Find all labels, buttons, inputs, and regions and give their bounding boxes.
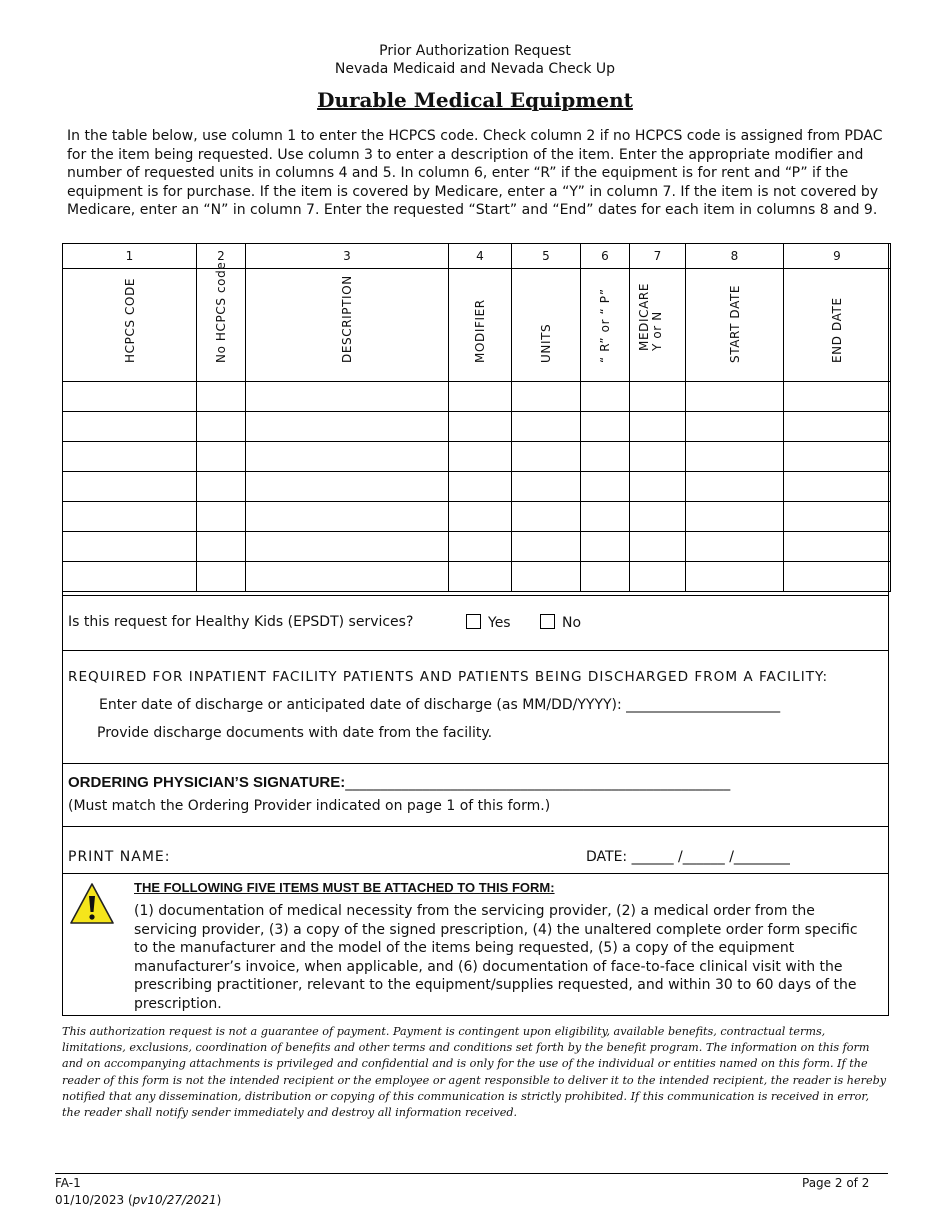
table-cell[interactable] bbox=[630, 502, 686, 532]
table-cell[interactable] bbox=[784, 502, 891, 532]
column-number: 2 bbox=[197, 244, 246, 269]
column-number: 4 bbox=[449, 244, 512, 269]
attachments-section bbox=[63, 874, 888, 1016]
table-cell[interactable] bbox=[197, 502, 246, 532]
table-cell[interactable] bbox=[686, 562, 784, 592]
column-number-row bbox=[63, 244, 891, 269]
table-cell[interactable] bbox=[197, 382, 246, 412]
warning-icon bbox=[69, 882, 115, 926]
discharge-date-field[interactable]: Enter date of discharge or anticipated date of discharge (as MM/DD/YYYY): ______________________ bbox=[99, 697, 781, 713]
table-cell[interactable] bbox=[246, 472, 449, 502]
inpatient-heading: REQUIRED FOR INPATIENT FACILITY PATIENTS AND PATIENTS BEING DISCHARGED FROM A FACILITY: bbox=[68, 669, 829, 685]
table-row bbox=[63, 382, 891, 412]
column-number: 9 bbox=[784, 244, 891, 269]
table-cell[interactable] bbox=[449, 562, 512, 592]
attachments-body: (1) documentation of medical necessity from the servicing provider, (2) a medical order from the servicing provider, (3) a copy of the signed prescription, (4) the unaltered complete order form specific to the manufacturer and the model of the items being requested, (5) a copy of the equipment manufacturer’s invoice, when applicable, and (6) documentation of face-to-face clinical visit with the prescribing practitioner, relevant to the equipment/supplies requested, and within 30 to 60 days of the prescription. bbox=[134, 903, 858, 1012]
disclaimer: This authorization request is not a guarantee of payment. Payment is contingent upon eligibility, available benefits, contractual terms, limitations, exclusions, coordination of benefits and other terms and conditions set forth by the benefit program. The information on this form and on accompanying attachments is privileged and confidential and is only for the use of the individual or entities named on this form. If the reader of this form is not the intended recipient or the employee or agent responsible to deliver it to the intended recipient, the reader is hereby notified that any dissemination, distribution or copying of this communication is strictly prohibited. If this communication is received in error, the reader shall notify sender immediately and destroy all information received. bbox=[62, 1025, 887, 1120]
table-cell[interactable] bbox=[512, 502, 581, 532]
table-cell[interactable] bbox=[784, 412, 891, 442]
instructions: In the table below, use column 1 to enter the HCPCS code. Check column 2 if no HCPCS code is assigned from PDAC for the item being requested. Use column 3 to enter a description of the item. Enter the appropriate modifier and number of requested units in columns 4 and 5. In column 6, enter “R” if the equipment is for rent and “P” if the equipment is for purchase. If the item is covered by Medicare, enter a “Y” in column 7. If the item is not covered by Medicare, enter an “N” in column 7. Enter the requested “Start” and “End” dates for each item in columns 8 and 9. bbox=[67, 128, 883, 219]
header-line-2: Nevada Medicaid and Nevada Check Up bbox=[334, 61, 616, 77]
table-cell[interactable] bbox=[197, 442, 246, 472]
col-header-description: DESCRIPTION bbox=[246, 269, 449, 382]
table-cell[interactable] bbox=[246, 382, 449, 412]
col-header-end-date: END DATE bbox=[784, 269, 891, 382]
yes-option[interactable] bbox=[466, 614, 511, 631]
col-header-hcpcs-code: HCPCS CODE bbox=[63, 269, 197, 382]
table-cell[interactable] bbox=[784, 472, 891, 502]
table-cell[interactable] bbox=[784, 382, 891, 412]
physician-signature-field[interactable] bbox=[68, 774, 730, 791]
medicare-sub-label: Y or N bbox=[649, 311, 664, 351]
divider bbox=[63, 650, 888, 651]
table-cell[interactable] bbox=[581, 472, 630, 502]
table-cell[interactable] bbox=[512, 382, 581, 412]
table-cell[interactable] bbox=[63, 562, 197, 592]
no-label: No bbox=[562, 615, 582, 631]
table-cell[interactable] bbox=[63, 442, 197, 472]
table-row bbox=[63, 502, 891, 532]
table-cell[interactable] bbox=[63, 532, 197, 562]
table-cell[interactable] bbox=[449, 382, 512, 412]
table-cell[interactable] bbox=[512, 562, 581, 592]
footer-divider bbox=[55, 1173, 888, 1174]
attachments-heading: THE FOLLOWING FIVE ITEMS MUST BE ATTACHED TO THIS FORM: bbox=[134, 880, 555, 895]
header-line-1: Prior Authorization Request bbox=[379, 43, 571, 59]
table-cell[interactable] bbox=[246, 442, 449, 472]
table-cell[interactable] bbox=[512, 472, 581, 502]
page-title: Durable Medical Equipment bbox=[317, 88, 633, 112]
healthy-kids-question: Is this request for Healthy Kids (EPSDT) services? bbox=[68, 614, 414, 630]
form-frame bbox=[62, 243, 889, 1016]
table-cell[interactable] bbox=[686, 382, 784, 412]
column-number: 3 bbox=[246, 244, 449, 269]
yes-checkbox[interactable] bbox=[466, 614, 481, 629]
table-cell[interactable] bbox=[686, 502, 784, 532]
table-cell[interactable] bbox=[581, 382, 630, 412]
table-cell[interactable] bbox=[449, 412, 512, 442]
date-field[interactable]: DATE: ______ /______ /________ bbox=[586, 849, 790, 865]
equipment-table bbox=[62, 243, 891, 592]
col-header-start-date: START DATE bbox=[686, 269, 784, 382]
table-cell[interactable] bbox=[784, 442, 891, 472]
table-cell[interactable] bbox=[246, 532, 449, 562]
table-cell[interactable] bbox=[630, 442, 686, 472]
table-cell[interactable] bbox=[686, 412, 784, 442]
table-cell[interactable] bbox=[63, 502, 197, 532]
print-name-field[interactable]: PRINT NAME: bbox=[68, 849, 171, 865]
table-cell[interactable] bbox=[449, 442, 512, 472]
no-checkbox[interactable] bbox=[540, 614, 555, 629]
table-cell[interactable] bbox=[581, 532, 630, 562]
signature-note: (Must match the Ordering Provider indicated on page 1 of this form.) bbox=[68, 798, 551, 814]
page-number: Page 2 of 2 bbox=[802, 1176, 870, 1190]
table-cell[interactable] bbox=[630, 472, 686, 502]
column-number: 6 bbox=[581, 244, 630, 269]
table-cell[interactable] bbox=[63, 412, 197, 442]
divider bbox=[63, 826, 888, 827]
table-cell[interactable] bbox=[630, 532, 686, 562]
table-cell[interactable] bbox=[512, 532, 581, 562]
table-cell[interactable] bbox=[784, 532, 891, 562]
table-cell[interactable] bbox=[63, 472, 197, 502]
column-number: 8 bbox=[686, 244, 784, 269]
column-number: 1 bbox=[63, 244, 197, 269]
form-date: 01/10/2023 (pv10/27/2021) bbox=[55, 1193, 222, 1207]
table-cell[interactable] bbox=[449, 532, 512, 562]
table-cell[interactable] bbox=[784, 562, 891, 592]
table-cell[interactable] bbox=[581, 562, 630, 592]
table-cell[interactable] bbox=[246, 502, 449, 532]
signature-line: _______________________________________________________ bbox=[345, 775, 731, 791]
table-row bbox=[63, 442, 891, 472]
yes-label: Yes bbox=[488, 615, 511, 631]
column-number: 5 bbox=[512, 244, 581, 269]
column-number: 7 bbox=[630, 244, 686, 269]
table-cell[interactable] bbox=[581, 502, 630, 532]
discharge-documents-note: Provide discharge documents with date from the facility. bbox=[97, 725, 493, 741]
table-row bbox=[63, 472, 891, 502]
table-cell[interactable] bbox=[449, 472, 512, 502]
table-cell[interactable] bbox=[686, 532, 784, 562]
table-row bbox=[63, 412, 891, 442]
table-cell[interactable] bbox=[246, 562, 449, 592]
revision-date: pv10/27/2021 bbox=[132, 1193, 217, 1207]
column-header-row bbox=[63, 269, 891, 382]
col-header-modifier: MODIFIER bbox=[449, 269, 512, 382]
table-cell[interactable] bbox=[512, 442, 581, 472]
col-header-no-hcpcs: No HCPCS code bbox=[197, 269, 246, 382]
table-cell[interactable] bbox=[581, 412, 630, 442]
table-cell[interactable] bbox=[63, 382, 197, 412]
col-header-rent-purchase: “ R” or “ P” bbox=[581, 269, 630, 382]
table-row bbox=[63, 562, 891, 592]
form-id: FA-1 bbox=[55, 1176, 81, 1190]
table-cell[interactable] bbox=[630, 412, 686, 442]
no-option[interactable] bbox=[540, 614, 581, 631]
table-cell[interactable] bbox=[197, 562, 246, 592]
table-cell[interactable] bbox=[581, 442, 630, 472]
table-cell[interactable] bbox=[197, 472, 246, 502]
table-cell[interactable] bbox=[512, 412, 581, 442]
col-header-units: UNITS bbox=[512, 269, 581, 382]
table-cell[interactable] bbox=[686, 472, 784, 502]
divider bbox=[63, 595, 888, 596]
table-cell[interactable] bbox=[630, 382, 686, 412]
table-cell[interactable] bbox=[449, 502, 512, 532]
table-row bbox=[63, 532, 891, 562]
table-cell[interactable] bbox=[686, 442, 784, 472]
signature-label: ORDERING PHYSICIAN’S SIGNATURE: bbox=[68, 774, 346, 791]
col-header-medicare: MEDICARE Y or N bbox=[630, 269, 686, 382]
table-cell[interactable] bbox=[246, 412, 449, 442]
divider bbox=[63, 763, 888, 764]
table-cell[interactable] bbox=[197, 412, 246, 442]
table-cell[interactable] bbox=[630, 562, 686, 592]
table-cell[interactable] bbox=[197, 532, 246, 562]
